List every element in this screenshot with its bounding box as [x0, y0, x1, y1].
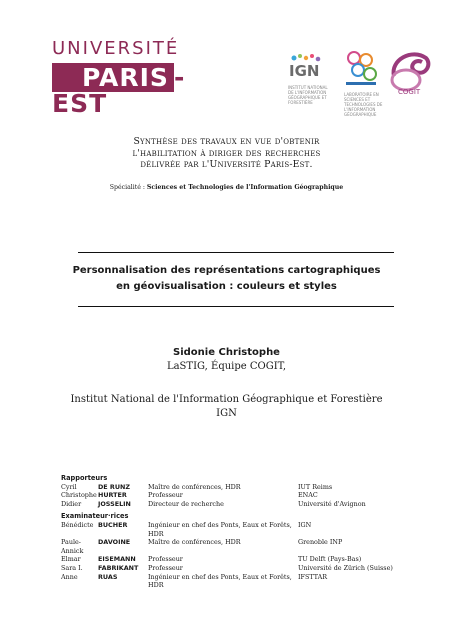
universite-paris-est-logo [52, 38, 222, 118]
jury-role: Directeur de recherche [148, 499, 224, 508]
upe-logo-est: -EST [52, 63, 186, 118]
ign-caption: INSTITUT NATIONAL DE L'INFORMATION GÉOGRAPHIQUE ET FORESTIÈRE [288, 85, 328, 105]
title-top-rule [78, 252, 394, 253]
jury-affiliation: TU Delft (Pays-Bas) [298, 555, 362, 564]
synthesis-line2: l'habilitation à diriger des recherches [132, 147, 321, 159]
jury-first-name: Christophe [61, 491, 97, 500]
jury-last-name: DAVOINE [98, 538, 131, 547]
jury-first-name: Didier [61, 499, 82, 508]
speciality-label: Spécialité : [109, 184, 145, 191]
jury-row [61, 538, 401, 555]
title-line2: en géovisualisation : couleurs et styles [116, 281, 337, 292]
jury-first-name: Bénédicte [61, 520, 94, 529]
cogit-logo-text: COGIT [398, 88, 421, 96]
jury-last-name: JOSSELIN [98, 499, 131, 508]
thesis-title [0, 263, 453, 295]
jury-affiliation: Université de Zürich (Suisse) [298, 563, 393, 572]
jury-last-name: RUAS [98, 572, 118, 581]
speciality-value: Sciences et Technologies de l'Information Géographique [146, 184, 344, 191]
jury-last-name: EISEMANN [98, 555, 136, 564]
jury-role: Maître de conférences, HDR [148, 538, 241, 547]
jury-row [61, 491, 401, 500]
lab-caption: LABORATOIRE EN SCIENCES ET TECHNOLOGIES DE L'INFORMATION GÉOGRAPHIQUE [344, 92, 383, 117]
ign-wordmark: IGN [289, 62, 320, 80]
jury-first-name: Elmar [61, 555, 81, 564]
upe-logo-paris: PARIS [52, 63, 174, 92]
jury-last-name: DE RUNZ [98, 482, 130, 491]
jury-last-name: BUCHER [98, 520, 128, 529]
lab-logo-icon [344, 48, 380, 96]
jury-affiliation: Grenoble INP [298, 538, 343, 547]
jury-last-name: FABRIKANT [98, 563, 139, 572]
institution-line1: Institut National de l'Information Géographique et Forestière [70, 394, 383, 405]
jury-role: Professeur [148, 491, 183, 500]
jury-first-name: Cyril [61, 482, 77, 491]
jury-affiliation: Université d'Avignon [298, 499, 366, 508]
jury-first-name: Sara I. [61, 563, 83, 572]
title-bottom-rule [78, 306, 394, 307]
jury-role: Professeur [148, 555, 183, 564]
jury-role: Professeur [148, 563, 183, 572]
upe-logo-line2 [52, 65, 222, 117]
author-lab: LaSTIG, Équipe COGIT, [166, 361, 287, 372]
institution-block [0, 393, 453, 421]
jury-role: Ingénieur en chef des Ponts, Eaux et Forêts, HDR [148, 572, 292, 590]
synthesis-statement [0, 136, 453, 171]
cogit-logo-icon [386, 46, 434, 98]
jury-table [61, 474, 401, 590]
synthesis-line3: délivrée par l'Université Paris-Est. [140, 159, 313, 170]
author-block [0, 346, 453, 374]
institution-line2: IGN [216, 408, 237, 419]
jury-affiliation: IGN [298, 520, 312, 529]
speciality [0, 184, 453, 191]
jury-row [61, 483, 401, 492]
jury-first-name: Anne [61, 572, 78, 581]
jury-row [61, 555, 401, 564]
jury-row [61, 500, 401, 509]
rapporteurs-heading: Rapporteurs [61, 474, 108, 482]
author-name: Sidonie Christophe [173, 347, 280, 358]
jury-affiliation: IFSTTAR [298, 572, 328, 581]
jury-row [61, 564, 401, 573]
title-line1: Personnalisation des représentations cartographiques [72, 265, 381, 276]
upe-logo-line1: UNIVERSITÉ [52, 38, 180, 59]
jury-affiliation: ENAC [298, 491, 318, 500]
examinateurs-heading: Examinateur·rices [61, 512, 129, 521]
jury-first-name: Paule-Annick [61, 538, 84, 555]
jury-row [61, 521, 401, 538]
jury-affiliation: IUT Reims [298, 482, 333, 491]
synthesis-line1: Synthèse des travaux en vue d'obtenir [133, 136, 320, 147]
jury-last-name: HURTER [98, 491, 127, 500]
jury-role: Maître de conférences, HDR [148, 482, 241, 491]
jury-row [61, 573, 401, 590]
jury-role: Ingénieur en chef des Ponts, Eaux et Forêts, HDR [148, 520, 292, 538]
